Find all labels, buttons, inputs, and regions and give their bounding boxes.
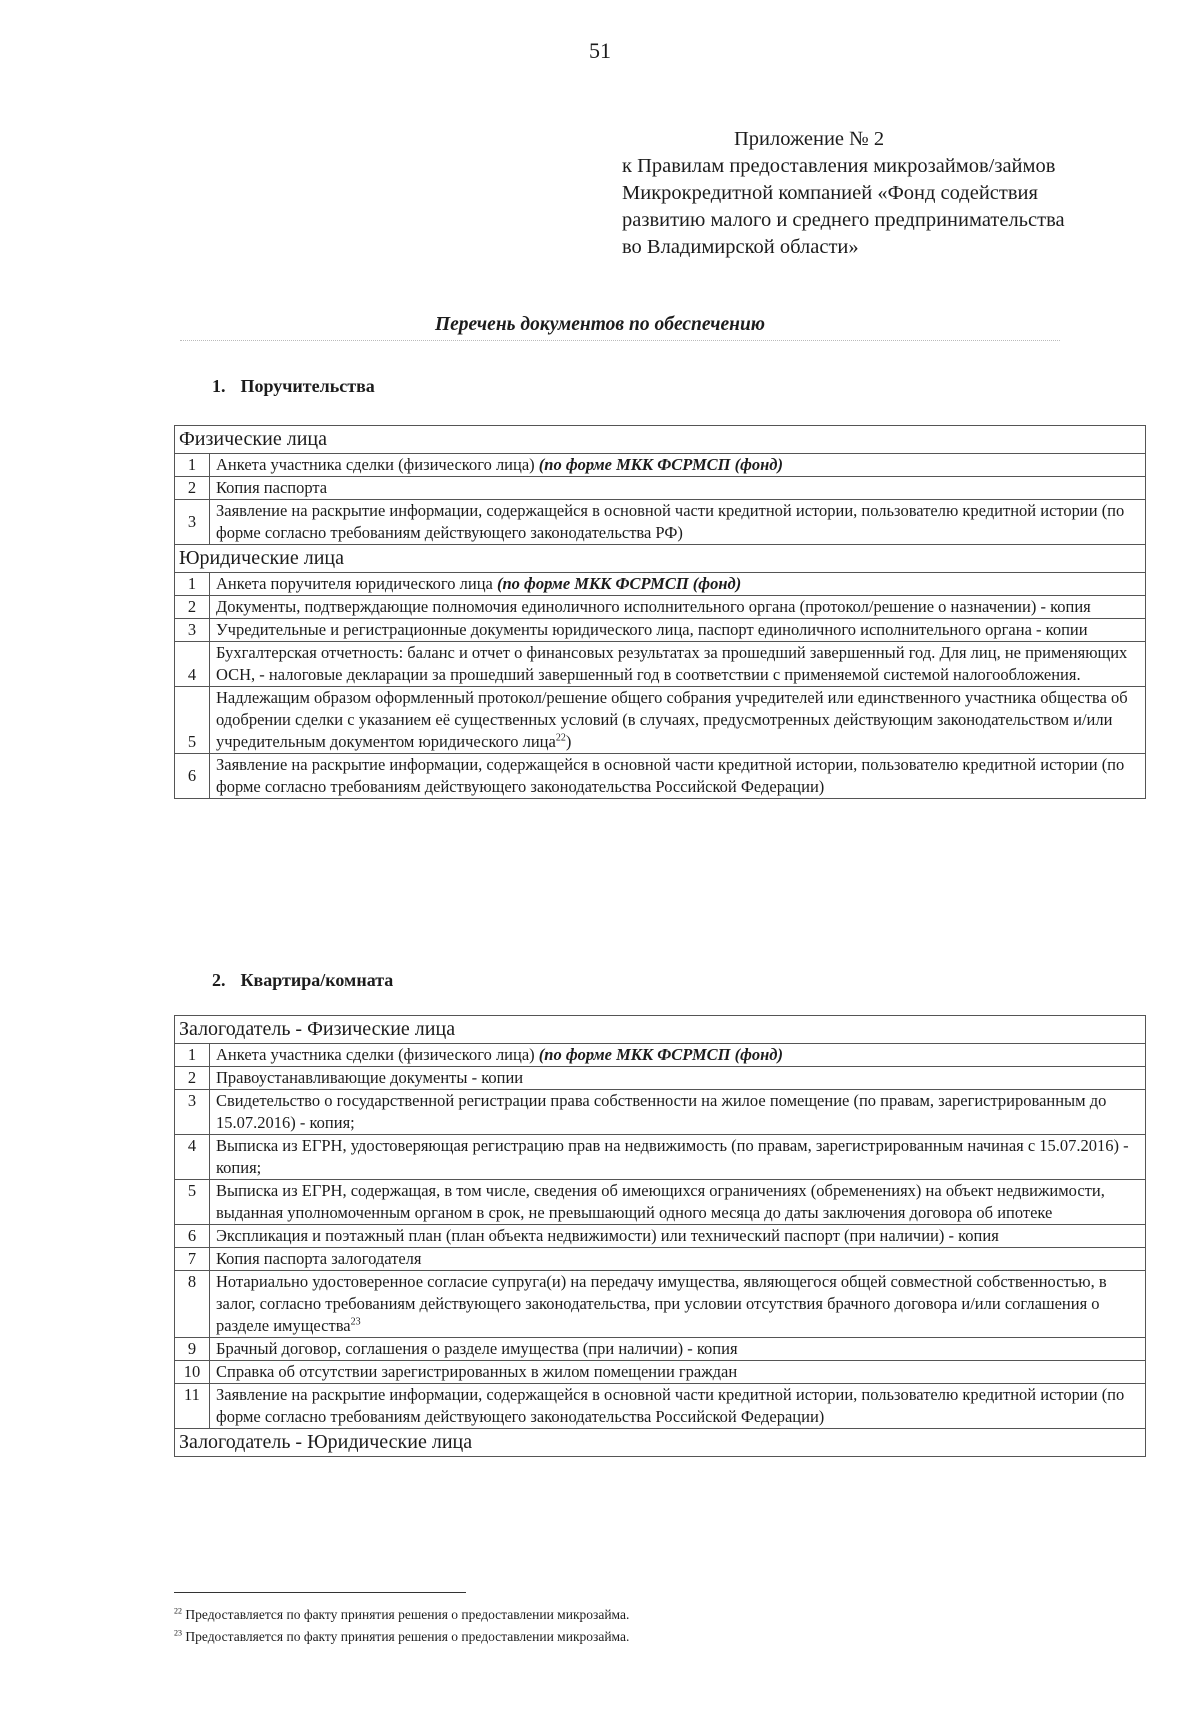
table-row: [175, 1384, 1146, 1429]
footnote-divider: [174, 1592, 466, 1593]
row-number: 3: [175, 619, 210, 642]
row-number: 2: [175, 477, 210, 500]
table-row: [175, 1338, 1146, 1361]
row-number: 6: [175, 1225, 210, 1248]
footnote-ref: 23: [350, 1316, 361, 1328]
row-number: 4: [175, 1135, 210, 1180]
footnote: $^{22}$ Предоставляется по факту принятия решения о предоставлении микрозайма.: [174, 1606, 630, 1622]
row-number: 2: [175, 1067, 210, 1090]
table-row: [175, 1180, 1146, 1225]
table-row: [175, 1248, 1146, 1271]
row-text: Нотариально удостоверенное согласие супруга(и) на передачу имущества, являющегося общей совместной собственностью, в залог, согласно требованиям действующего законодательства, при условии отсутствия брачного договора и/или соглашения о разделе имущества$^{23}$: [210, 1271, 1146, 1338]
table-row: [175, 1044, 1146, 1067]
footnote-ref: 22: [555, 732, 566, 744]
section-heading-2: [212, 970, 393, 991]
section-number: 1.: [212, 376, 226, 396]
row-text: Надлежащим образом оформленный протокол/решение общего собрания учредителей или единственного участника общества об одобрении сделки с указанием её существенных условий (в случаях, предусмотренных действующим законодательством и/или учредительным документом юридического лица$^{22}$): [210, 687, 1146, 754]
footnote: $^{23}$ Предоставляется по факту принятия решения о предоставлении микрозайма.: [174, 1628, 630, 1644]
row-number: 3: [175, 1090, 210, 1135]
row-text: Экспликация и поэтажный план (план объекта недвижимости) или технический паспорт (при наличии) - копия: [210, 1225, 1146, 1248]
row-number: 8: [175, 1271, 210, 1338]
appendix-note: [622, 126, 1182, 261]
row-number: 3: [175, 500, 210, 545]
row-text: Анкета участника сделки (физического лица) (по форме МКК ФСРМСП (фонд): [210, 1044, 1146, 1067]
row-text: Анкета участника сделки (физического лица) (по форме МКК ФСРМСП (фонд): [210, 454, 1146, 477]
section-title: Поручительства: [240, 376, 375, 396]
row-text: Справка об отсутствии зарегистрированных в жилом помещении граждан: [210, 1361, 1146, 1384]
row-text: Заявление на раскрытие информации, содержащейся в основной части кредитной истории, пользователю кредитной истории (по форме согласно требованиям действующего законодательства Российской Федерации): [210, 1384, 1146, 1429]
table-row: [175, 1067, 1146, 1090]
row-text: Выписка из ЕГРН, содержащая, в том числе, сведения об имеющихся ограничениях (обременениях) на объект недвижимости, выданная уполномоченным органом в срок, не превышающий одного месяца до даты заключения договора об ипотеке: [210, 1180, 1146, 1225]
appendix-line: Приложение № 2: [734, 128, 885, 150]
row-number: 6: [175, 754, 210, 799]
appendix-line: к Правилам предоставления микрозаймов/займов: [622, 155, 1056, 177]
appendix-line: во Владимирской области»: [622, 236, 859, 258]
row-text: Выписка из ЕГРН, удостоверяющая регистрацию прав на недвижимость (по правам, зарегистрированным начиная с 15.07.2016) - копия;: [210, 1135, 1146, 1180]
row-number: 1: [175, 454, 210, 477]
row-text: Правоустанавливающие документы - копии: [210, 1067, 1146, 1090]
row-number: 5: [175, 687, 210, 754]
row-text: Анкета поручителя юридического лица (по форме МКК ФСРМСП (фонд): [210, 573, 1146, 596]
row-text: Учредительные и регистрационные документы юридического лица, паспорт единоличного исполнительного органа - копии: [210, 619, 1146, 642]
table-row: [175, 1135, 1146, 1180]
group-header-legal: Юридические лица: [175, 545, 1146, 573]
row-text: Документы, подтверждающие полномочия единоличного исполнительного органа (протокол/решение о назначении) - копия: [210, 596, 1146, 619]
document-title: Перечень документов по обеспечению: [434, 314, 766, 335]
group-header-pledgor-legal: Залогодатель - Юридические лица: [175, 1429, 1146, 1457]
table-row: [175, 642, 1146, 687]
row-number: 5: [175, 1180, 210, 1225]
row-text: Копия паспорта залогодателя: [210, 1248, 1146, 1271]
table-row: [175, 596, 1146, 619]
table-row: [175, 500, 1146, 545]
group-header-pledgor-individuals: Залогодатель - Физические лица: [175, 1016, 1146, 1044]
table-row: [175, 1361, 1146, 1384]
row-number: 10: [175, 1361, 210, 1384]
page-number: 51: [589, 38, 611, 63]
table-row: [175, 687, 1146, 754]
row-number: 9: [175, 1338, 210, 1361]
row-number: 11: [175, 1384, 210, 1429]
table-row: [175, 573, 1146, 596]
table-row: [175, 754, 1146, 799]
row-number: 7: [175, 1248, 210, 1271]
footnotes: [174, 1604, 629, 1648]
appendix-line: Микрокредитной компанией «Фонд содействия: [622, 182, 1038, 204]
row-text: Свидетельство о государственной регистрации права собственности на жилое помещение (по правам, зарегистрированным до 15.07.2016) - копия;: [210, 1090, 1146, 1135]
row-number: 4: [175, 642, 210, 687]
row-text: Заявление на раскрытие информации, содержащейся в основной части кредитной истории, пользователю кредитной истории (по форме согласно требованиям действующего законодательства Российской Федерации): [210, 754, 1146, 799]
table-row: [175, 477, 1146, 500]
row-number: 1: [175, 573, 210, 596]
apartment-pledge-table: [174, 1015, 1146, 1457]
group-header-individuals: Физические лица: [175, 426, 1146, 454]
table-row: [175, 1225, 1146, 1248]
section-title: Квартира/комната: [240, 970, 394, 990]
appendix-line: развитию малого и среднего предпринимательства: [622, 209, 1065, 231]
table-row: [175, 1271, 1146, 1338]
row-text: Бухгалтерская отчетность: баланс и отчет о финансовых результатах за прошедший завершенный год. Для лиц, не применяющих ОСН, - налоговые декларации за прошедший завершенный год в соответствии с применяемой системой налогообложения.: [210, 642, 1146, 687]
table-row: [175, 1090, 1146, 1135]
row-text: Заявление на раскрытие информации, содержащейся в основной части кредитной истории, пользователю кредитной истории (по форме согласно требованиям действующего законодательства РФ): [210, 500, 1146, 545]
section-heading-1: [212, 376, 375, 397]
title-divider: [180, 340, 1060, 341]
table-row: [175, 619, 1146, 642]
row-text: Брачный договор, соглашения о разделе имущества (при наличии) - копия: [210, 1338, 1146, 1361]
guarantees-table: [174, 425, 1146, 799]
row-text: Копия паспорта: [210, 477, 1146, 500]
section-number: 2.: [212, 970, 226, 990]
row-number: 1: [175, 1044, 210, 1067]
row-number: 2: [175, 596, 210, 619]
table-row: [175, 454, 1146, 477]
